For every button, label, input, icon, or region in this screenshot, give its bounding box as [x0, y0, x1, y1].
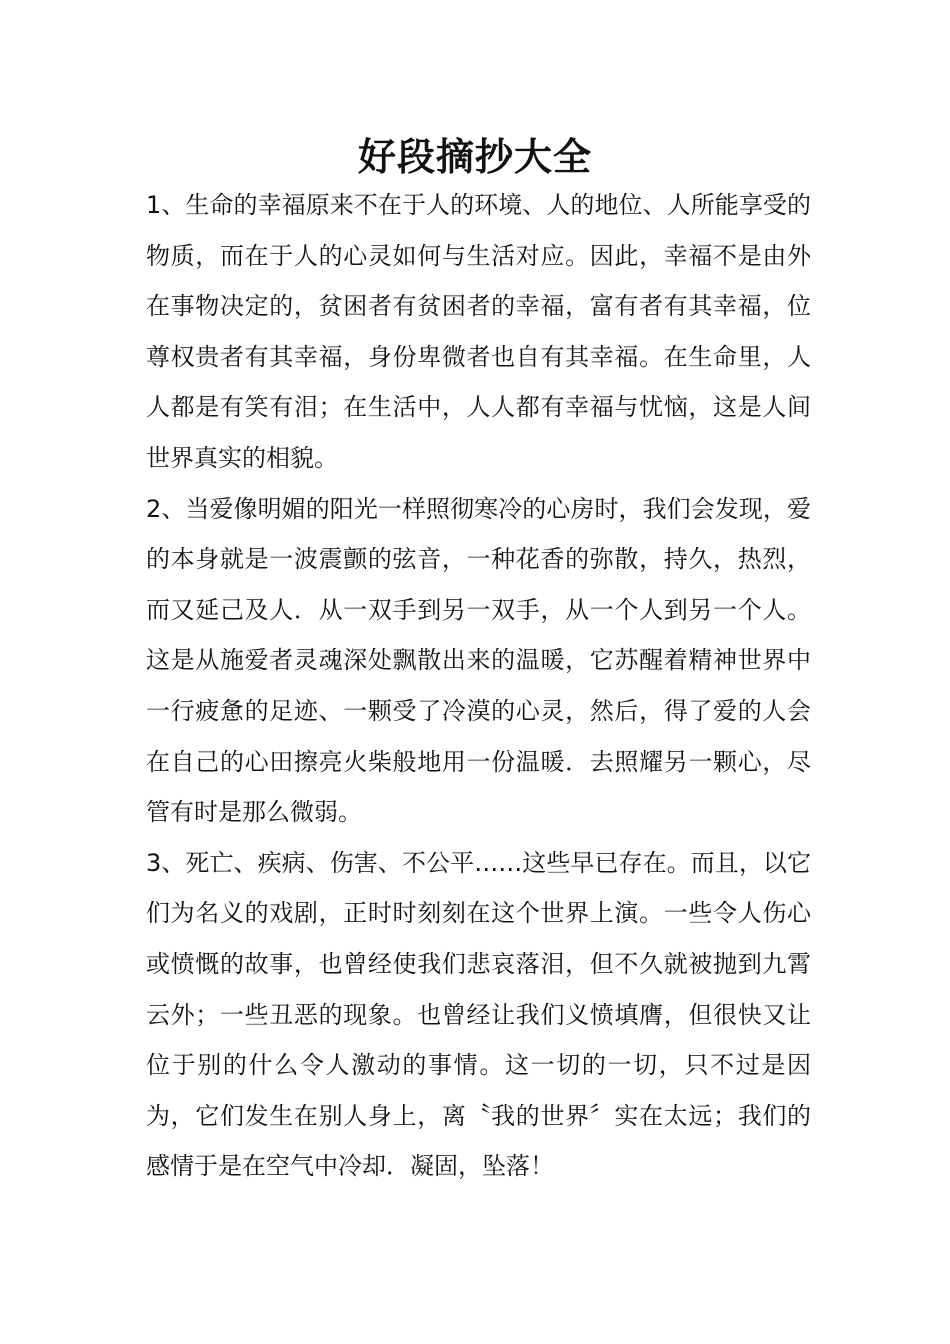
document-title: 好段摘抄大全 — [357, 134, 592, 180]
paragraph-1: 1、生命的幸福原来不在于人的环境、人的地位、人所能享受的物质，而在于人的心灵如何与生活对应。因此，幸福不是由外在事物决定的，贫困者有贫困者的幸福，富有者有其幸福，位尊权贵者有其幸福，身份卑微者也自有其幸福。在生命里，人人都是有笑有泪；在生活中，人人都有幸福与忧恼，这是人间世界真实的相貌。 — [146, 191, 811, 472]
document-body — [146, 180, 811, 1192]
paragraph-3: 3、死亡、疾病、伤害、不公平……这些早已存在。而且，以它们为名义的戏剧，正时时刻刻在这个世界上演。一些令人伤心或愤慨的故事，也曾经使我们悲哀落泪，但不久就被抛到九霄云外；一些丑恶的现象。也曾经让我们义愤填膺，但很快又让位于别的什么令人激动的事情。这一切的一切，只不过是因为，它们发生在别人身上，离〝我的世界〞实在太远；我们的感情于是在空气中冷却．凝固，坠落！ — [146, 848, 811, 1181]
paragraph-2: 2、当爱像明媚的阳光一样照彻寒冷的心房时，我们会发现，爱的本身就是一波震颤的弦音，一种花香的弥散，持久，热烈，而又延己及人．从一双手到另一双手，从一个人到另一个人。这是从施爱者灵魂深处飘散出来的温暖，它苏醒着精神世界中一行疲惫的足迹、一颗受了冷漠的心灵，然后，得了爱的人会在自己的心田擦亮火柴般地用一份温暖．去照耀另一颗心，尽管有时是那么微弱。 — [146, 494, 811, 827]
